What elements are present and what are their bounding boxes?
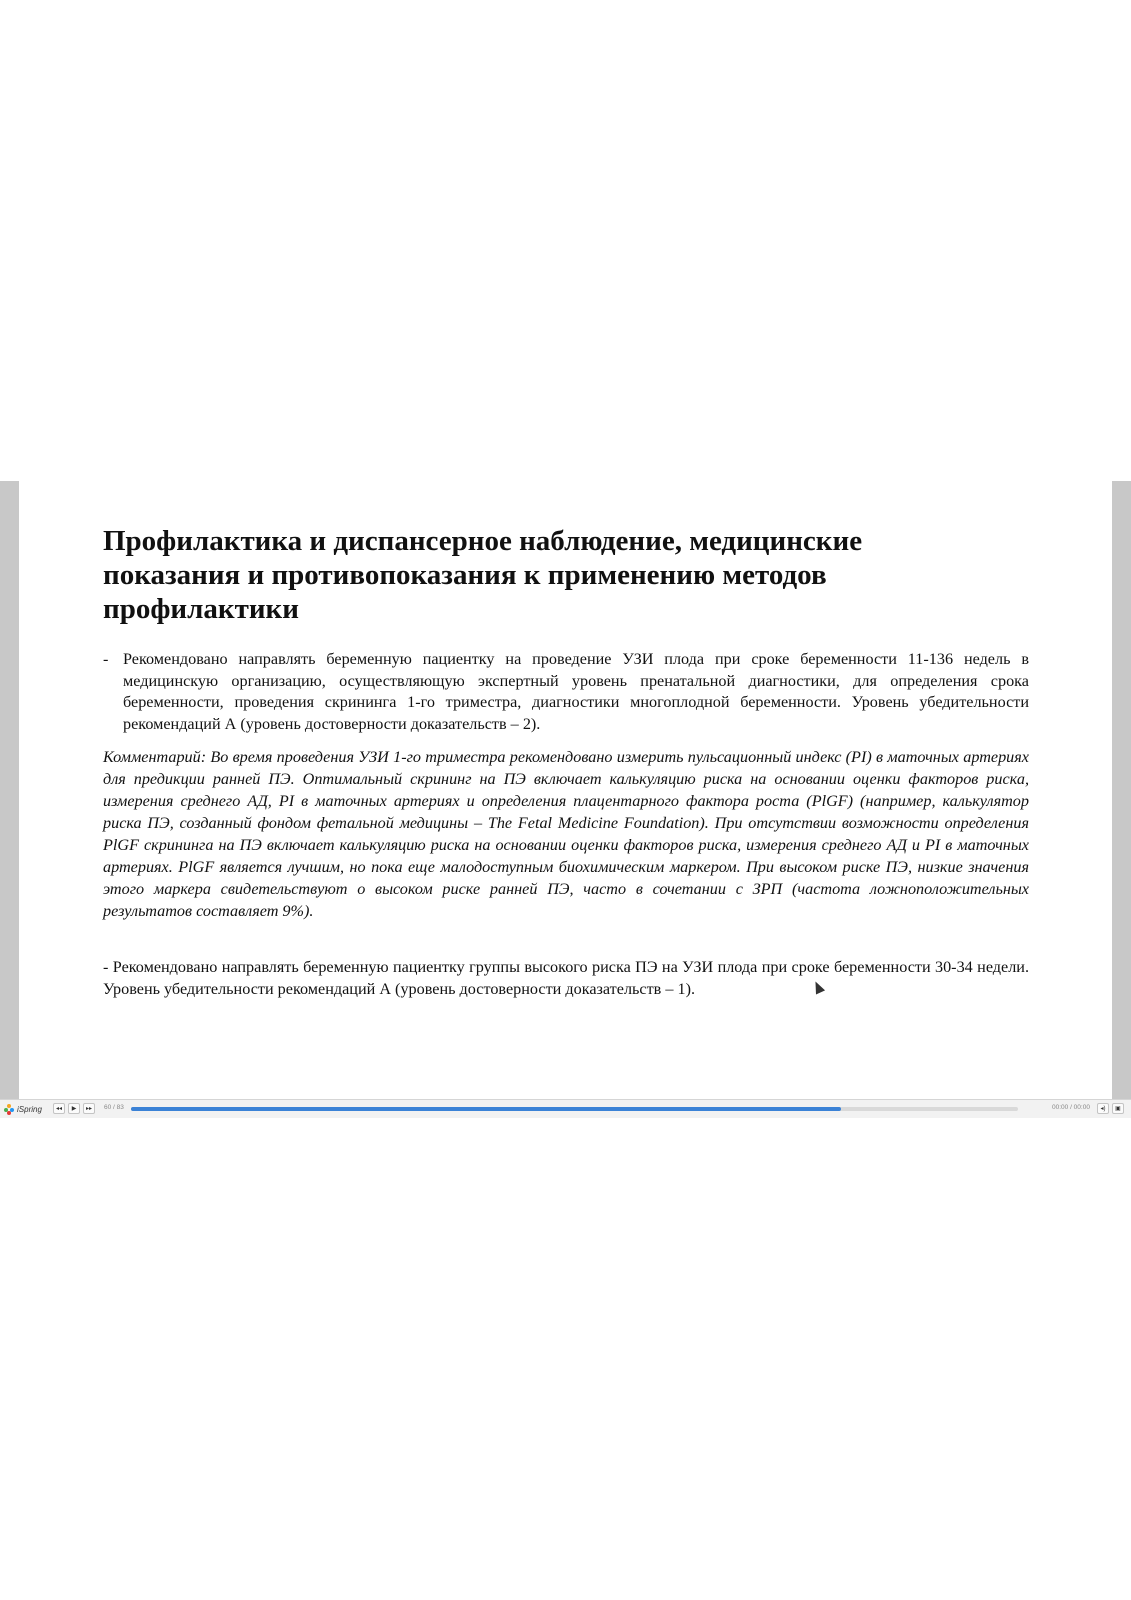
slide-title: Профилактика и диспансерное наблюдение, медицинские показания и противопоказания к применению методов профилактики — [103, 525, 863, 625]
player-controls — [0, 1099, 1131, 1118]
slide-canvas[interactable] — [19, 481, 1112, 1099]
play-button[interactable]: ▶ — [68, 1103, 80, 1114]
recommendation-third-trimester: - Рекомендовано направлять беременную пациентку группы высокого риска ПЭ на УЗИ плода при сроке беременности 30-34 недели. Уровень убедительности рекомендаций А (уровень достоверности доказательств – 1). — [103, 958, 1029, 998]
fullscreen-button[interactable]: ▣ — [1112, 1103, 1124, 1114]
recommendation-first-trimester — [103, 649, 1029, 735]
recommendation-text: Рекомендовано направлять беременную пациентку на проведение УЗИ плода при сроке беременности 11-136 недель в медицинскую организацию, осуществляющую экспертный уровень пренатальной диагностики, для определения срока беременности, проведения скрининга 1-го триместра, диагностики многоплодной беременности. Уровень убедительности рекомендаций А (уровень достоверности доказательств – 2). — [123, 650, 1029, 733]
volume-button[interactable]: ◂) — [1097, 1103, 1109, 1114]
presentation-player — [0, 481, 1131, 1117]
progress-bar-fill — [131, 1107, 841, 1111]
ispring-logo — [4, 1103, 42, 1115]
right-side-bar — [1112, 481, 1131, 1099]
next-slide-button[interactable]: ▸▸ — [83, 1103, 95, 1114]
ispring-logo-icon — [4, 1104, 14, 1114]
time-display: 00:00 / 00:00 — [1052, 1104, 1090, 1111]
bullet-dash: - — [103, 650, 109, 668]
previous-slide-button[interactable]: ◂◂ — [53, 1103, 65, 1114]
comment-paragraph: Комментарий: Во время проведения УЗИ 1-го триместра рекомендовано измерить пульсационный индекс (PI) в маточных артериях для предикции ранней ПЭ. Оптимальный скрининг на ПЭ включает калькуляцию риска на основании оценки факторов риска, измерения среднего АД, PI в маточных артериях и определения плацентарного фактора роста (PlGF) (например, калькулятор риска ПЭ, созданный фондом фетальной медицины – The Fetal Medicine Foundation). При отсутствии возможности определения PlGF скрининга на ПЭ включает калькуляцию риска на основании оценки факторов риска, измерения среднего АД и PI в маточных артериях. PlGF является лучшим, но пока еще малодоступным биохимическим маркером. При высоком риске ПЭ, низкие значения этого маркера свидетельствуют о высоком риске ранней ПЭ, часто в сочетании с ЗРП (частота ложноположительных результатов составляет 9%). — [103, 748, 1029, 920]
left-side-bar — [0, 481, 19, 1099]
progress-bar[interactable] — [131, 1107, 1018, 1111]
slide-counter: 60 / 83 — [104, 1104, 124, 1111]
ispring-logo-text: iSpring — [17, 1104, 42, 1114]
